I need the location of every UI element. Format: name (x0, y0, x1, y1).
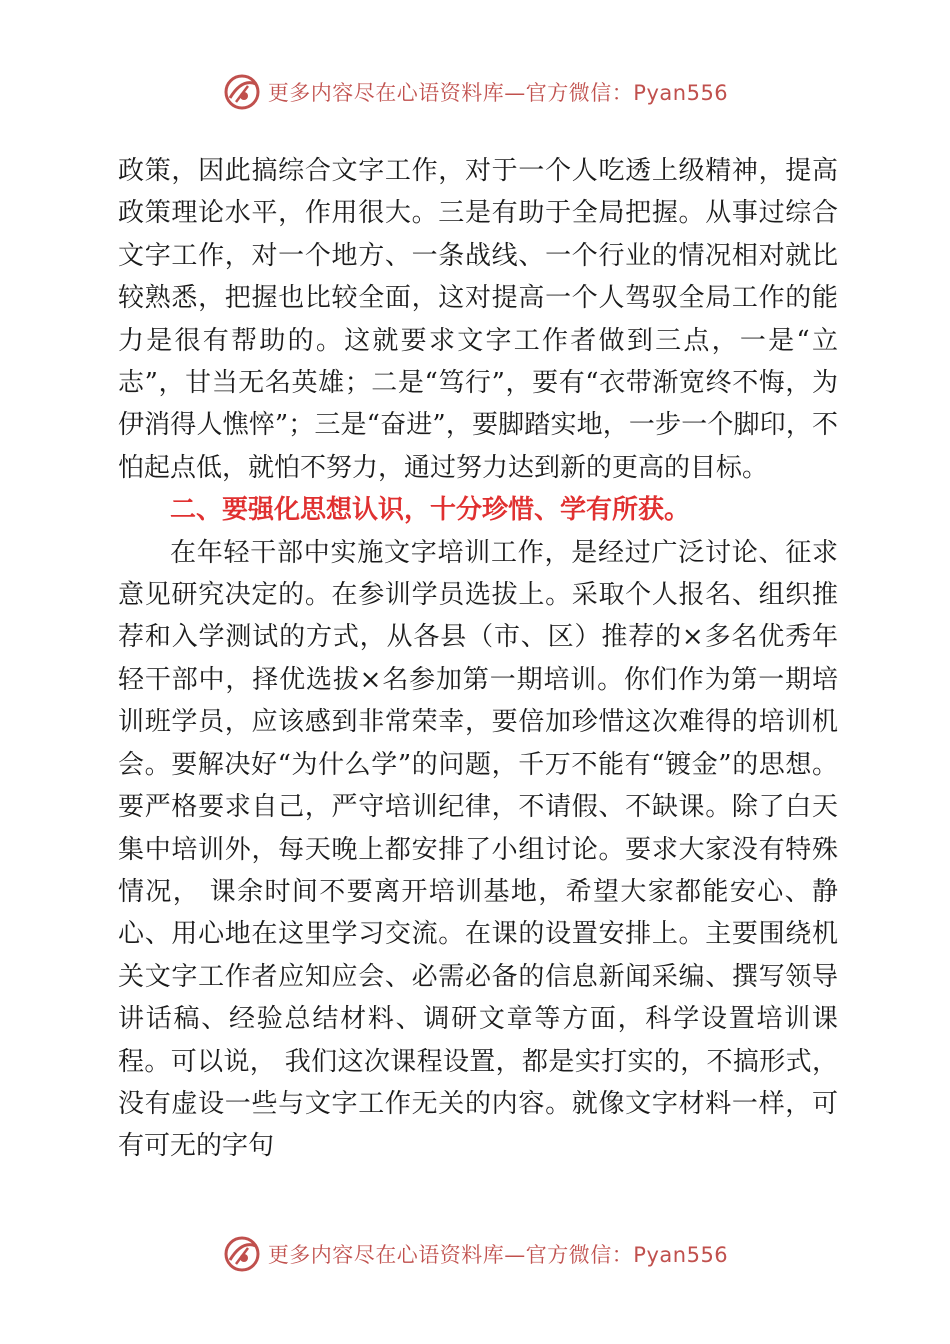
document-body (118, 150, 838, 1168)
banner-text: 更多内容尽在心语资料库—官方微信：Pyan556 (267, 81, 729, 105)
paragraph-2: 在年轻干部中实施文字培训工作，是经过广泛讨论、征求意见研究决定的。在参训学员选拔上。采取个人报名、组织推荐和入学测试的方式，从各县（市、区）推荐的×多名优秀年轻干部中，择优选拔×名参加第一期培训。你们作为第一期培训班学员，应该感到非常荣幸，要倍加珍惜这次难得的培训机会。要解决好“为什么学”的问题，千万不能有“镀金”的思想。要严格要求自己，严守培训纪律，不请假、不缺课。除了白天集中培训外，每天晚上都安排了小组讨论。要求大家没有特殊情况， 课余时间不要离开培训基地，希望大家都能安心、静心、用心地在这里学习交流。在课的设置安排上。主要围绕机关文字工作者应知应会、必需必备的信息新闻采编、撰写领导讲话稿、经验总结材料、调研文章等方面，科学设置培训课程。可以说， 我们这次课程设置，都是实打实的，不搞形式，没有虚设一些与文字工作无关的内容。就像文字材料一样，可有可无的字句 (118, 537, 838, 1162)
section-heading: 二、要强化思想认识，十分珍惜、学有所获。 (170, 495, 691, 526)
paragraph-1: 政策，因此搞综合文字工作，对于一个人吃透上级精神，提高政策理论水平，作用很大。三是有助于全局把握。从事过综合文字工作，对一个地方、一条战线、一个行业的情况相对就比较熟悉，把握也比较全面，这对提高一个人驾驭全局工作的能力是很有帮助的。这就要求文字工作者做到三点，一是“立志”，甘当无名英雄；二是“笃行”，要有“衣带渐宽终不悔，为伊消得人憔悴”；三是“奋进”，要脚踏实地，一步一个脚印，不怕起点低，就怕不努力，通过努力达到新的更高的目标。 (118, 156, 838, 483)
banner-text: 更多内容尽在心语资料库—官方微信：Pyan556 (267, 1243, 729, 1267)
seal-logo-icon (222, 1234, 262, 1274)
seal-logo-icon (222, 72, 262, 112)
footer-banner (0, 1232, 950, 1276)
header-banner (0, 70, 950, 114)
